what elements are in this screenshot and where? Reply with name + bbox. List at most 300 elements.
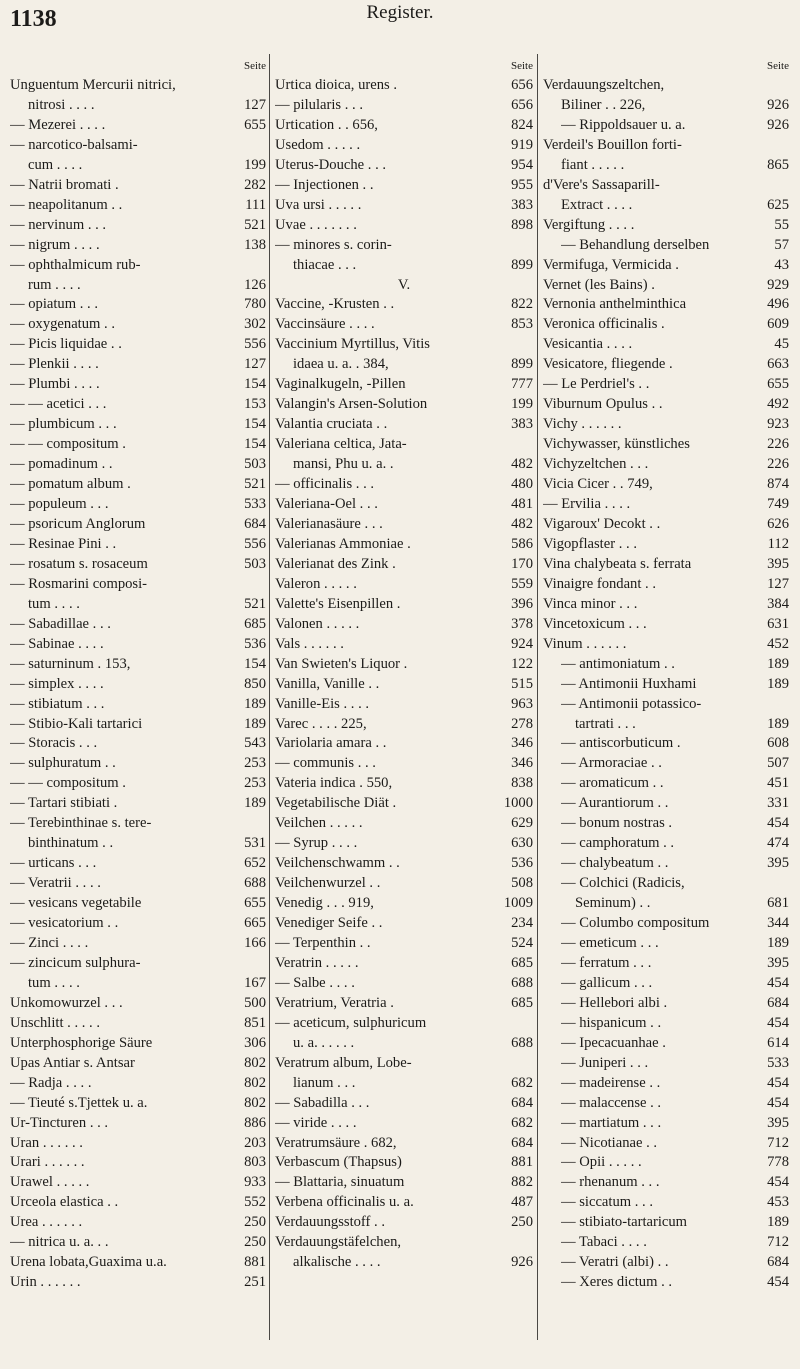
index-entry bbox=[543, 76, 789, 96]
entry-page-ref: 851 bbox=[244, 1014, 266, 1031]
entry-page-ref: 199 bbox=[244, 156, 266, 173]
entry-page-ref: 507 bbox=[767, 755, 789, 772]
entry-page-ref: 45 bbox=[774, 336, 789, 353]
entry-page-ref: 881 bbox=[244, 1254, 266, 1271]
entry-term: Verbena officinalis u. a. bbox=[275, 1194, 414, 1211]
entry-page-ref: 874 bbox=[767, 476, 789, 493]
entry-page-ref: 189 bbox=[767, 715, 789, 732]
index-entry bbox=[543, 695, 789, 715]
index-entry bbox=[275, 1054, 533, 1074]
entry-page-ref: 154 bbox=[244, 655, 266, 672]
entry-page-ref: 383 bbox=[511, 416, 533, 433]
entry-page-ref bbox=[263, 136, 266, 156]
entry-page-ref: 684 bbox=[767, 994, 789, 1011]
index-entry bbox=[275, 794, 533, 814]
entry-page-ref: 378 bbox=[511, 615, 533, 632]
entry-page-ref: 452 bbox=[767, 635, 789, 652]
entry-term: Variolaria amara . . bbox=[275, 735, 387, 752]
index-entry bbox=[543, 715, 789, 735]
section-heading bbox=[275, 276, 533, 296]
entry-term: Valerianasäure . . . bbox=[275, 515, 383, 532]
entry-term: d'Vere's Sassaparill- bbox=[543, 176, 660, 193]
index-entry bbox=[543, 295, 789, 315]
index-entry bbox=[543, 1014, 789, 1034]
index-entry bbox=[10, 1153, 266, 1173]
entry-page-ref: 515 bbox=[511, 675, 533, 692]
index-entry bbox=[10, 894, 266, 914]
entry-page-ref: 684 bbox=[767, 1254, 789, 1271]
entry-page-ref: 453 bbox=[767, 1194, 789, 1211]
entry-term: Veilchenwurzel . . bbox=[275, 875, 381, 892]
entry-term: — Rippoldsauer u. a. bbox=[561, 116, 686, 133]
index-entry bbox=[543, 1153, 789, 1173]
entry-term: Urin . . . . . . bbox=[10, 1274, 81, 1291]
entry-term: — neapolitanum . . bbox=[10, 196, 123, 213]
index-entry bbox=[275, 295, 533, 315]
index-entry bbox=[10, 774, 266, 794]
entry-term: — oxygenatum . . bbox=[10, 316, 115, 333]
index-entry bbox=[10, 236, 266, 256]
index-entry bbox=[543, 435, 789, 455]
entry-term: — bonum nostras . bbox=[561, 815, 673, 832]
entry-page-ref: 685 bbox=[511, 994, 533, 1011]
entry-page-ref: 586 bbox=[511, 535, 533, 552]
entry-term: — Veratrii . . . . bbox=[10, 875, 101, 892]
index-entry bbox=[275, 535, 533, 555]
entry-page-ref: 55 bbox=[774, 216, 789, 233]
entry-page-ref: 474 bbox=[767, 835, 789, 852]
entry-term: Venediger Seife . . bbox=[275, 915, 383, 932]
entry-term: — viride . . . . bbox=[275, 1114, 357, 1131]
entry-page-ref: 802 bbox=[244, 1074, 266, 1091]
index-entry bbox=[543, 1134, 789, 1154]
index-entry bbox=[543, 774, 789, 794]
index-entry bbox=[543, 196, 789, 216]
entry-term: — Tieuté s.Tjettek u. a. bbox=[10, 1094, 148, 1111]
entry-page-ref: 226 bbox=[767, 436, 789, 453]
entry-page-ref: 802 bbox=[244, 1094, 266, 1111]
index-entry bbox=[10, 455, 266, 475]
entry-page-ref: 384 bbox=[767, 595, 789, 612]
entry-page-ref: 531 bbox=[244, 835, 266, 852]
index-entry bbox=[275, 635, 533, 655]
index-entry bbox=[275, 375, 533, 395]
entry-term: — stibiato-tartaricum bbox=[561, 1214, 688, 1231]
entry-term: — Tartari stibiati . bbox=[10, 795, 118, 812]
entry-page-ref: 112 bbox=[767, 535, 789, 552]
entry-page-ref: 454 bbox=[767, 815, 789, 832]
index-entry bbox=[275, 455, 533, 475]
entry-term: Veilchen . . . . . bbox=[275, 815, 363, 832]
entry-term: Valangin's Arsen-Solution bbox=[275, 396, 428, 413]
entry-term: idaea u. a. . 384, bbox=[293, 356, 389, 373]
index-entry bbox=[543, 814, 789, 834]
entry-page-ref: 43 bbox=[774, 256, 789, 273]
entry-page-ref bbox=[786, 176, 789, 196]
index-entry bbox=[275, 1074, 533, 1094]
entry-page-ref: 926 bbox=[511, 1254, 533, 1271]
index-entry bbox=[275, 136, 533, 156]
entry-term: Vanille-Eis . . . . bbox=[275, 695, 370, 712]
index-entry bbox=[275, 874, 533, 894]
index-entry bbox=[543, 1273, 789, 1293]
entry-term: Verdauungstäfelchen, bbox=[275, 1234, 402, 1251]
entry-page-ref: 251 bbox=[244, 1274, 266, 1291]
entry-term: — Storacis . . . bbox=[10, 735, 98, 752]
index-entry bbox=[275, 615, 533, 635]
entry-term: Valonen . . . . . bbox=[275, 615, 360, 632]
index-entry bbox=[10, 1173, 266, 1193]
entry-term: — Hellebori albi . bbox=[561, 994, 668, 1011]
entry-page-ref: 929 bbox=[767, 276, 789, 293]
index-entry bbox=[543, 415, 789, 435]
entry-term: Valeriana celtica, Jata- bbox=[275, 436, 407, 453]
index-entry bbox=[10, 276, 266, 296]
entry-term: — Tabaci . . . . bbox=[561, 1234, 647, 1251]
entry-term: tartrati . . . bbox=[575, 715, 636, 732]
index-entry bbox=[10, 1014, 266, 1034]
entry-page-ref: 492 bbox=[767, 396, 789, 413]
entry-page-ref: 630 bbox=[511, 835, 533, 852]
entry-page-ref: 533 bbox=[767, 1054, 789, 1071]
index-entry bbox=[10, 76, 266, 96]
entry-page-ref: 882 bbox=[511, 1174, 533, 1191]
entry-page-ref: 923 bbox=[767, 416, 789, 433]
index-entry bbox=[543, 156, 789, 176]
index-entry bbox=[10, 355, 266, 375]
entry-term: — opiatum . . . bbox=[10, 296, 98, 313]
index-entry bbox=[543, 655, 789, 675]
entry-page-ref: 454 bbox=[767, 974, 789, 991]
entry-term: — Terebinthinae s. tere- bbox=[10, 815, 152, 832]
entry-term: Vigopflaster . . . bbox=[543, 535, 637, 552]
entry-page-ref: 234 bbox=[511, 915, 533, 932]
index-entry bbox=[275, 814, 533, 834]
index-entry bbox=[10, 635, 266, 655]
entry-term: rum . . . . bbox=[28, 276, 81, 293]
entry-page-ref: 454 bbox=[767, 1074, 789, 1091]
entry-term: Vanilla, Vanille . . bbox=[275, 675, 380, 692]
entry-page-ref: 1000 bbox=[503, 795, 533, 812]
entry-term: binthinatum . . bbox=[28, 835, 114, 852]
entry-term: — nigrum . . . . bbox=[10, 236, 100, 253]
entry-term: — Behandlung derselben bbox=[561, 236, 710, 253]
index-entry bbox=[275, 994, 533, 1014]
index-entry bbox=[275, 196, 533, 216]
index-entry bbox=[10, 435, 266, 455]
index-entry bbox=[543, 116, 789, 136]
entry-term: — Sabinae . . . . bbox=[10, 635, 104, 652]
entry-page-ref: 898 bbox=[511, 216, 533, 233]
entry-page-ref: 822 bbox=[511, 296, 533, 313]
index-entry bbox=[275, 655, 533, 675]
index-entry bbox=[275, 934, 533, 954]
entry-term: — — compositum . bbox=[10, 775, 126, 792]
entry-page-ref: 655 bbox=[767, 376, 789, 393]
entry-term: — ferratum . . . bbox=[561, 954, 652, 971]
column-divider bbox=[269, 54, 270, 1340]
entry-page-ref: 652 bbox=[244, 855, 266, 872]
index-entry bbox=[275, 1034, 533, 1054]
index-entry bbox=[10, 974, 266, 994]
entry-term: — — acetici . . . bbox=[10, 396, 107, 413]
entry-term: Vinaigre fondant . . bbox=[543, 575, 657, 592]
index-entry bbox=[10, 395, 266, 415]
index-entry bbox=[543, 575, 789, 595]
entry-page-ref bbox=[786, 76, 789, 96]
entry-term: Veratrumsäure . 682, bbox=[275, 1134, 397, 1151]
entry-page-ref: 189 bbox=[767, 655, 789, 672]
index-entry bbox=[275, 355, 533, 375]
entry-term: — nitrica u. a. . . bbox=[10, 1234, 109, 1251]
entry-term: — sulphuratum . . bbox=[10, 755, 116, 772]
entry-page-ref: 189 bbox=[767, 1214, 789, 1231]
index-entry bbox=[543, 475, 789, 495]
entry-page-ref: 777 bbox=[511, 376, 533, 393]
index-entry bbox=[543, 874, 789, 894]
entry-page-ref: 166 bbox=[244, 934, 266, 951]
index-entry bbox=[275, 555, 533, 575]
entry-term: tum . . . . bbox=[28, 595, 80, 612]
index-entry bbox=[275, 156, 533, 176]
entry-page-ref: 503 bbox=[244, 555, 266, 572]
index-entry bbox=[10, 1054, 266, 1074]
entry-term: — camphoratum . . bbox=[561, 835, 675, 852]
index-entry bbox=[10, 1233, 266, 1253]
entry-page-ref: 500 bbox=[244, 994, 266, 1011]
entry-page-ref bbox=[530, 335, 533, 355]
entry-page-ref: 127 bbox=[767, 575, 789, 592]
index-entry bbox=[275, 854, 533, 874]
entry-page-ref: 454 bbox=[767, 1094, 789, 1111]
entry-term: Vigaroux' Decokt . . bbox=[543, 515, 661, 532]
entry-page-ref: 226 bbox=[767, 456, 789, 473]
entry-term: — minores s. corin- bbox=[275, 236, 392, 253]
entry-term: fiant . . . . . bbox=[561, 156, 625, 173]
entry-page-ref: 111 bbox=[245, 196, 266, 213]
entry-term: Vaginalkugeln, -Pillen bbox=[275, 376, 406, 393]
index-entry bbox=[10, 1134, 266, 1154]
entry-page-ref bbox=[263, 814, 266, 834]
index-entry bbox=[275, 715, 533, 735]
entry-page-ref: 396 bbox=[511, 595, 533, 612]
entry-term: Urea . . . . . . bbox=[10, 1214, 83, 1231]
index-entry bbox=[275, 435, 533, 455]
entry-term: Verdeil's Bouillon forti- bbox=[543, 136, 682, 153]
entry-page-ref: 963 bbox=[511, 695, 533, 712]
entry-term: — Salbe . . . . bbox=[275, 974, 355, 991]
entry-page-ref: 853 bbox=[511, 316, 533, 333]
entry-term: — Plumbi . . . . bbox=[10, 376, 100, 393]
entry-page-ref: 609 bbox=[767, 316, 789, 333]
entry-term: Valerianas Ammoniae . bbox=[275, 535, 411, 552]
entry-page-ref: 189 bbox=[244, 715, 266, 732]
entry-page-ref: 685 bbox=[511, 954, 533, 971]
entry-term: Vaccine, -Krusten . . bbox=[275, 296, 395, 313]
entry-term: Veratrin . . . . . bbox=[275, 954, 359, 971]
entry-page-ref: 395 bbox=[767, 555, 789, 572]
entry-term: Uterus-Douche . . . bbox=[275, 156, 387, 173]
entry-term: — siccatum . . . bbox=[561, 1194, 654, 1211]
index-column-3 bbox=[543, 56, 789, 1293]
entry-term: — Mezerei . . . . bbox=[10, 116, 106, 133]
entry-page-ref: 331 bbox=[767, 795, 789, 812]
index-entry bbox=[543, 1173, 789, 1193]
entry-term: — Columbo compositum bbox=[561, 915, 710, 932]
index-entry bbox=[543, 595, 789, 615]
entry-page-ref: 688 bbox=[244, 875, 266, 892]
entry-term: Vichyzeltchen . . . bbox=[543, 456, 649, 473]
index-entry bbox=[10, 874, 266, 894]
entry-page-ref: 126 bbox=[244, 276, 266, 293]
entry-term: Vergiftung . . . . bbox=[543, 216, 635, 233]
entry-page-ref: 253 bbox=[244, 755, 266, 772]
entry-page-ref: 454 bbox=[767, 1174, 789, 1191]
index-entry bbox=[543, 395, 789, 415]
entry-page-ref: 122 bbox=[511, 655, 533, 672]
index-entry bbox=[275, 954, 533, 974]
index-entry bbox=[275, 834, 533, 854]
entry-page-ref: 684 bbox=[511, 1094, 533, 1111]
index-entry bbox=[543, 256, 789, 276]
index-entry bbox=[543, 914, 789, 934]
index-entry bbox=[10, 335, 266, 355]
index-entry bbox=[10, 535, 266, 555]
entry-term: Veilchenschwamm . . bbox=[275, 855, 400, 872]
index-entry bbox=[275, 236, 533, 256]
entry-term: Valette's Eisenpillen . bbox=[275, 595, 401, 612]
entry-term: thiacae . . . bbox=[293, 256, 357, 273]
entry-term: Extract . . . . bbox=[561, 196, 633, 213]
entry-term: — narcotico-balsami- bbox=[10, 136, 138, 153]
entry-page-ref: 167 bbox=[244, 974, 266, 991]
entry-term: — vesicans vegetabile bbox=[10, 895, 142, 912]
entry-term: Urceola elastica . . bbox=[10, 1194, 119, 1211]
entry-term: Valantia cruciata . . bbox=[275, 416, 388, 433]
index-entry bbox=[543, 555, 789, 575]
index-entry bbox=[10, 575, 266, 595]
entry-term: — Sabadilla . . . bbox=[275, 1094, 370, 1111]
entry-term: tum . . . . bbox=[28, 974, 80, 991]
index-entry bbox=[10, 615, 266, 635]
entry-term: — plumbicum . . . bbox=[10, 416, 117, 433]
entry-term: — Resinae Pini . . bbox=[10, 535, 117, 552]
index-entry bbox=[275, 1233, 533, 1253]
entry-page-ref: 926 bbox=[767, 116, 789, 133]
index-entry bbox=[543, 834, 789, 854]
index-entry bbox=[275, 415, 533, 435]
entry-term: alkalische . . . . bbox=[293, 1254, 381, 1271]
entry-page-ref: 543 bbox=[244, 735, 266, 752]
entry-page-ref: 189 bbox=[244, 695, 266, 712]
entry-page-ref: 625 bbox=[767, 196, 789, 213]
entry-term: — Opii . . . . . bbox=[561, 1154, 642, 1171]
entry-page-ref bbox=[263, 256, 266, 276]
index-entry bbox=[10, 216, 266, 236]
index-entry bbox=[10, 156, 266, 176]
index-entry bbox=[275, 1173, 533, 1193]
index-entry bbox=[275, 974, 533, 994]
entry-term: Urtica dioica, urens . bbox=[275, 77, 397, 93]
entry-term: Vesicantia . . . . bbox=[543, 336, 633, 353]
entry-term: — Ipecacuanhae . bbox=[561, 1034, 666, 1051]
index-entry bbox=[543, 1054, 789, 1074]
entry-page-ref: 899 bbox=[511, 356, 533, 373]
entry-page-ref bbox=[263, 76, 266, 96]
index-entry bbox=[543, 1213, 789, 1233]
index-entry bbox=[10, 675, 266, 695]
entry-page-ref: 250 bbox=[511, 1214, 533, 1231]
index-entry bbox=[543, 954, 789, 974]
index-entry bbox=[543, 276, 789, 296]
entry-page-ref: 346 bbox=[511, 735, 533, 752]
entry-term: Unkomowurzel . . . bbox=[10, 994, 123, 1011]
index-entry bbox=[275, 1253, 533, 1273]
entry-page-ref: 189 bbox=[767, 675, 789, 692]
entry-term: Urawel . . . . . bbox=[10, 1174, 90, 1191]
index-entry bbox=[543, 1074, 789, 1094]
index-entry bbox=[275, 1114, 533, 1134]
entry-page-ref: 954 bbox=[511, 156, 533, 173]
entry-term: Vichy . . . . . . bbox=[543, 416, 622, 433]
entry-term: Vernet (les Bains) . bbox=[543, 276, 655, 293]
entry-page-ref: 608 bbox=[767, 735, 789, 752]
entry-term: Valerianat des Zink . bbox=[275, 555, 396, 572]
index-entry bbox=[10, 295, 266, 315]
entry-term: — chalybeatum . . bbox=[561, 855, 669, 872]
index-entry bbox=[275, 695, 533, 715]
entry-term: Viburnum Opulus . . bbox=[543, 396, 663, 413]
entry-term: Veronica officinalis . bbox=[543, 316, 665, 333]
entry-page-ref bbox=[530, 1054, 533, 1074]
index-entry bbox=[543, 675, 789, 695]
index-entry bbox=[10, 96, 266, 116]
entry-page-ref: 749 bbox=[767, 496, 789, 513]
entry-page-ref: 524 bbox=[511, 934, 533, 951]
index-entry bbox=[543, 515, 789, 535]
index-entry bbox=[543, 216, 789, 236]
entry-page-ref: 656 bbox=[511, 96, 533, 113]
entry-page-ref: 154 bbox=[244, 376, 266, 393]
entry-page-ref: 682 bbox=[511, 1114, 533, 1131]
entry-page-ref: 170 bbox=[511, 555, 533, 572]
index-entry bbox=[543, 136, 789, 156]
index-entry bbox=[275, 116, 533, 136]
entry-term: — gallicum . . . bbox=[561, 974, 653, 991]
entry-page-ref: 802 bbox=[244, 1054, 266, 1071]
index-entry bbox=[275, 1213, 533, 1233]
index-entry bbox=[10, 994, 266, 1014]
entry-page-ref: 521 bbox=[244, 476, 266, 493]
index-entry bbox=[275, 575, 533, 595]
entry-page-ref: 924 bbox=[511, 635, 533, 652]
index-column-1 bbox=[10, 56, 266, 1293]
entry-page-ref: 250 bbox=[244, 1214, 266, 1231]
entry-page-ref: 1009 bbox=[503, 895, 533, 912]
entry-page-ref: 454 bbox=[767, 1274, 789, 1291]
entry-page-ref: 955 bbox=[511, 176, 533, 193]
page-number: 1138 bbox=[10, 6, 57, 32]
index-entry bbox=[275, 256, 533, 276]
entry-page-ref bbox=[786, 695, 789, 715]
index-entry bbox=[10, 655, 266, 675]
index-entry bbox=[10, 1034, 266, 1054]
index-entry bbox=[10, 934, 266, 954]
entry-term: — psoricum Anglorum bbox=[10, 515, 146, 532]
entry-term: — Zinci . . . . bbox=[10, 934, 89, 951]
index-entry bbox=[275, 96, 533, 116]
index-entry bbox=[543, 1253, 789, 1273]
